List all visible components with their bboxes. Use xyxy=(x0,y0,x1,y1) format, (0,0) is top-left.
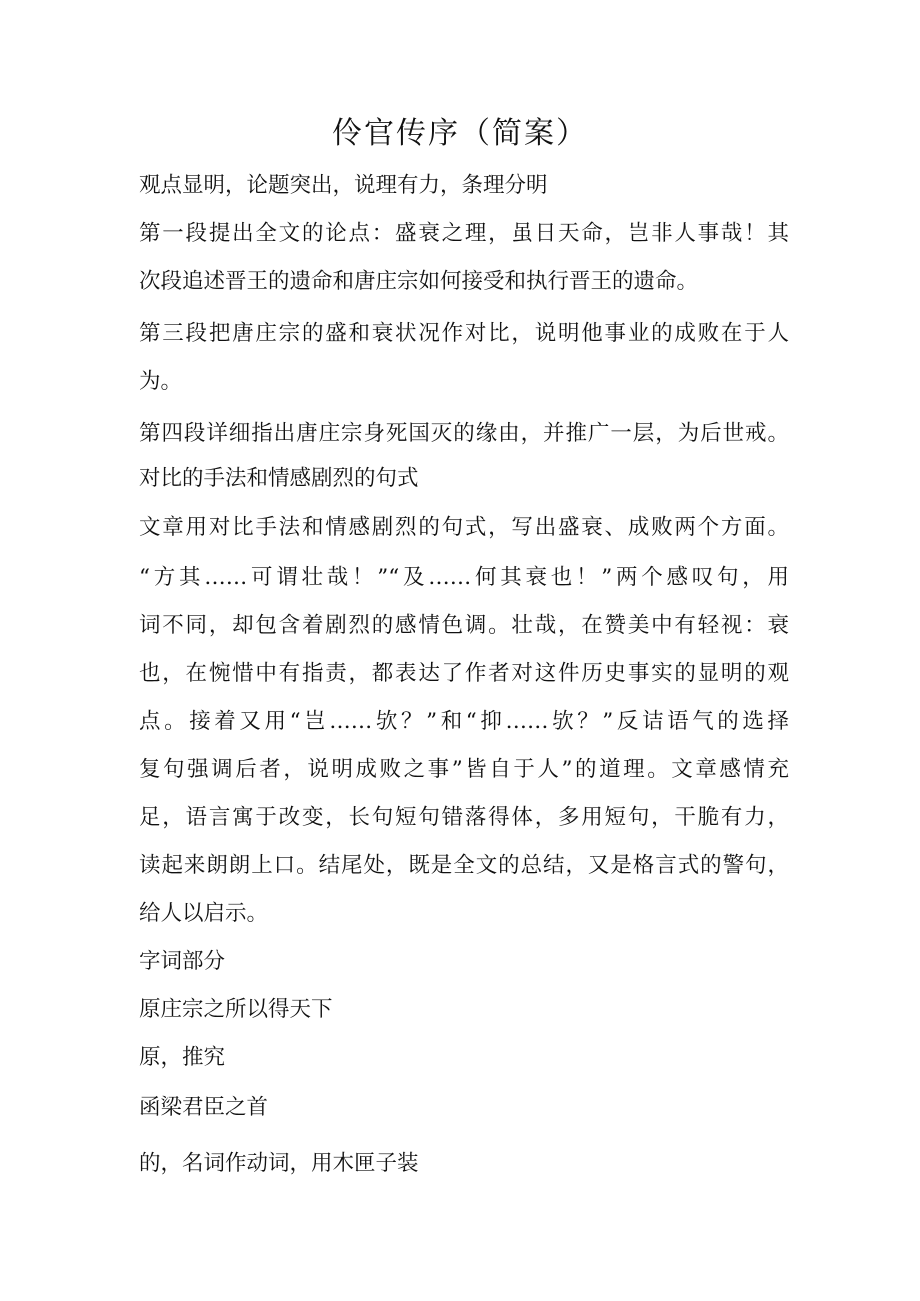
text-line: 第一段提出全文的论点：盛衰之理，虽日天命，岂非人事哉！其 xyxy=(139,221,789,246)
text-line: 原庄宗之所以得天下 xyxy=(139,997,333,1022)
section-heading: 字词部分 xyxy=(139,949,226,974)
text-line: 足，语言寓于改变，长句短句错落得体，多用短句，干脆有力， xyxy=(139,805,789,830)
text-line: 第四段详细指出唐庄宗身死国灭的缘由，并推广一层，为后世戒。 xyxy=(139,421,789,446)
text-line: 词不同，却包含着剧烈的感情色调。壮哉，在赞美中有轻视：衰 xyxy=(139,613,789,638)
text-line: 点。接着又用“岂……欤？”和“抑……欤？”反诘语气的选择 xyxy=(139,709,789,734)
text-line: 函梁君臣之首 xyxy=(139,1095,269,1120)
text-line: 给人以启示。 xyxy=(139,901,269,926)
text-line: 的，名词作动词，用木匣子装 xyxy=(139,1151,419,1176)
text-line: 复句强调后者，说明成败之事”皆自于人”的道理。文章感情充 xyxy=(139,757,789,782)
text-line: 也，在惋惜中有指责，都表达了作者对这件历史事实的显明的观 xyxy=(139,661,789,686)
text-line: “方其……可谓壮哉！”“及……何其衰也！”两个感叹句，用 xyxy=(139,565,789,590)
text-line: 文章用对比手法和情感剧烈的句式，写出盛衰、成败两个方面。 xyxy=(139,515,789,540)
text-line: 观点显明，论题突出，说理有力，条理分明 xyxy=(139,173,548,198)
text-line: 原，推究 xyxy=(139,1045,226,1070)
text-line: 第三段把唐庄宗的盛和衰状况作对比，说明他事业的成败在于人 xyxy=(139,321,789,346)
section-heading: 对比的手法和情感剧烈的句式 xyxy=(139,466,419,491)
text-line: 次段追述晋王的遗命和唐庄宗如何接受和执行晋王的遗命。 xyxy=(139,269,699,294)
text-line: 读起来朗朗上口。结尾处，既是全文的总结，又是格言式的警句， xyxy=(139,853,789,878)
text-line: 为。 xyxy=(139,369,183,394)
document-title: 伶官传序（简案） xyxy=(332,116,588,151)
